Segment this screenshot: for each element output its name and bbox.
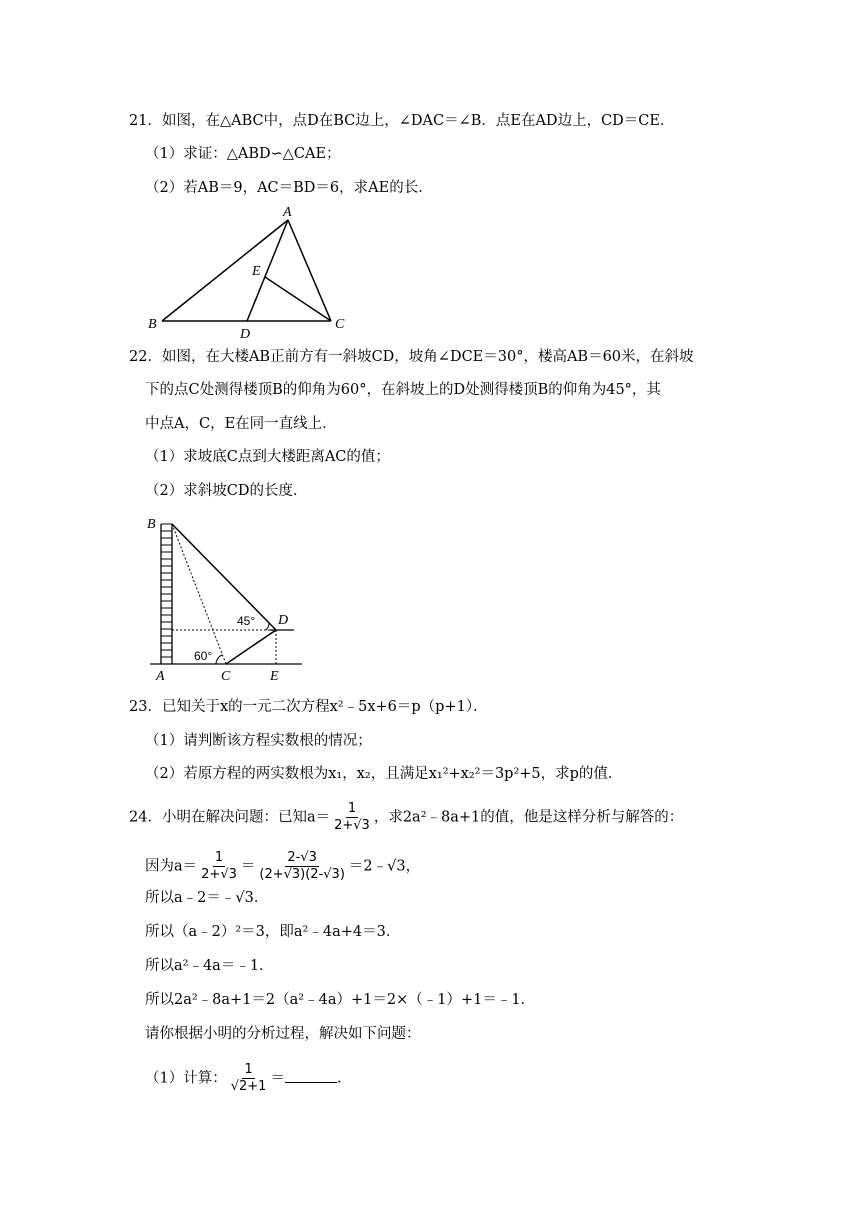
q23-part2: （2）若原方程的两实数根为x₁，x₂，且满足x₁²+x₂²＝3p²+5，求p的值．	[145, 766, 623, 782]
q23-text: 23．已知关于x的一元二次方程x²﹣5x+6＝p（p+1）．	[129, 699, 488, 715]
q22-label-c: C	[221, 669, 231, 684]
q22-label-a: A	[156, 669, 165, 684]
q22-text-line2: 下的点C处测得楼顶B的仰角为60°，在斜坡上的D处测得楼顶B的仰角为45°，其	[145, 382, 661, 398]
q21-label-d: D	[240, 327, 251, 342]
q21-label-b: B	[148, 317, 157, 332]
q24-part1-fraction: $\frac{1}{√2+1}$	[230, 1062, 267, 1094]
q24-step1-fraction-b: $\frac{2-√3}{(2+√3)(2-√3)}$	[259, 850, 345, 882]
q24-step6: 请你根据小明的分析过程，解决如下问题：	[145, 1026, 421, 1042]
q22-label-b: B	[147, 517, 156, 532]
q21-label-a: A	[283, 205, 292, 220]
q23-part1: （1）请判断该方程实数根的情况；	[145, 733, 372, 749]
answer-blank	[285, 1068, 337, 1083]
q22-label-d: D	[278, 613, 289, 628]
q22-text-line3: 中点A，C，E在同一直线上．	[145, 416, 337, 432]
q22-part2: （2）求斜坡CD的长度．	[145, 483, 308, 499]
q21-figure	[140, 202, 360, 342]
q22-label-e: E	[270, 669, 279, 684]
q22-text-line1: 22．如图，在大楼AB正前方有一斜坡CD，坡角∠DCE＝30°，楼高AB＝60米，在斜坡	[129, 349, 694, 365]
q24-step1: 因为a＝ $\frac{1}{2+√3}$ ＝ $\frac{2-√3}{(2+√3)(2-√3)}$ ＝2﹣√3，	[145, 850, 421, 882]
q21-part2: （2）若AB＝9，AC＝BD＝6，求AE的长．	[145, 180, 433, 196]
q24-step5: 所以2a²﹣8a+1＝2（a²﹣4a）+1＝2×（﹣1）+1＝﹣1．	[145, 992, 536, 1008]
q21-text: 21．如图，在△ABC中，点D在BC边上，∠DAC＝∠B．点E在AD边上，CD＝CE．	[129, 113, 675, 129]
q21-part1: （1）求证：△ABD∽△CAE；	[145, 146, 341, 162]
q22-figure	[142, 512, 312, 684]
q21-label-c: C	[335, 317, 345, 332]
q24-intro-b: ，求2a²﹣8a+1的值，他是这样分析与解答的：	[373, 809, 684, 826]
q24-step3: 所以（a﹣2）²＝3，即a²﹣4a+4＝3．	[145, 924, 401, 940]
q24-intro	[129, 801, 683, 834]
q22-angle-45: 45°	[237, 614, 256, 628]
q24-step2: 所以a﹣2＝﹣√3．	[145, 890, 269, 906]
q24-step1-fraction-a: $\frac{1}{2+√3}$	[201, 850, 237, 882]
q22-part1: （1）求坡底C点到大楼距离AC的值；	[145, 449, 390, 465]
q24-step4: 所以a²﹣4a＝﹣1．	[145, 958, 274, 974]
q22-angle-60: 60°	[194, 649, 213, 663]
q21-label-e: E	[252, 264, 261, 279]
q24-intro-fraction: $\frac{1}{2+√3}$	[334, 801, 370, 833]
q24-part1: （1）计算： $\frac{1}{√2+1}$ ＝ ．	[145, 1062, 352, 1094]
q24-intro-a: 24．小明在解决问题：已知a＝	[129, 809, 331, 826]
